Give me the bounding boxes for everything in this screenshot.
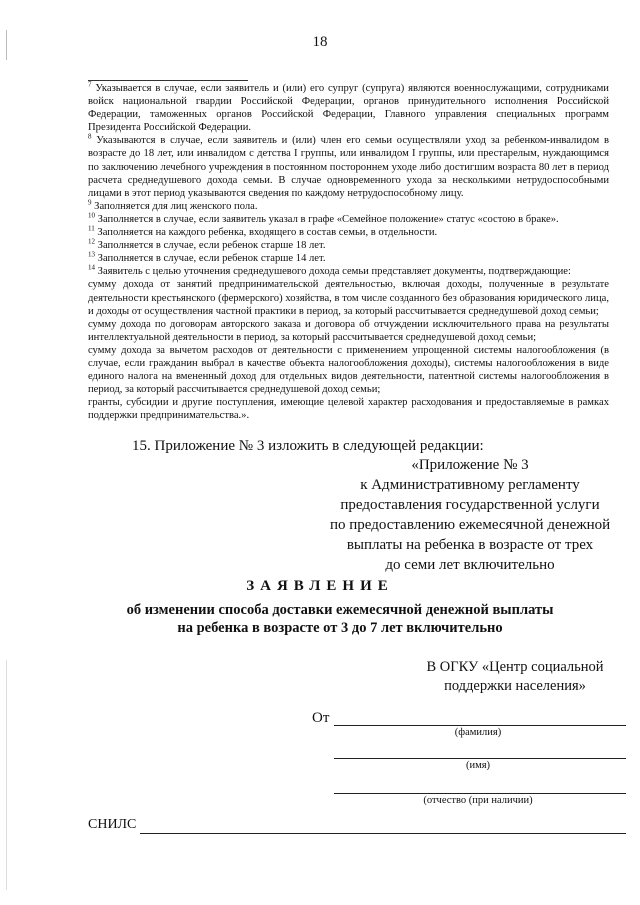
- annex-header: [330, 455, 610, 575]
- patronymic-caption: (отчество (при наличии): [423, 795, 533, 806]
- income-item: сумму дохода от занятий предпринимательской деятельностью, включая доходы, полученные в результате деятельности крестьянского (фермерского) хозяйства, в том числе созданного без образования юридического лица, и доходы от осуществления частной практики в период, за который рассчитывается среднедушевой доход семьи;: [88, 279, 609, 317]
- annex-line: до семи лет включительно: [385, 557, 555, 573]
- footnote-12: $^{12}$ Заполняется в случае, если ребенок старше 18 лет.: [88, 237, 326, 252]
- footnote-14: $^{14}$ Заявитель с целью уточнения среднедушевого дохода семьи представляет документы, подтверждающие:: [88, 263, 571, 278]
- footnotes: [88, 82, 609, 422]
- footnote-8: $^8$ Указываются в случае, если заявитель и (или) член его семьи осуществляли уход за ребенком-инвалидом в возрасте до 18 лет, или инвалидом с детства I группы, или инвалидом I группы, или престарелым, нуждающимся по заключению лечебного учреждения в постоянном постороннем уходе либо достигшим возраста 80 лет в период расчета среднедушевого дохода семьи. В случае одновременного ухода за несколькими нетрудоспособными лицами в этот период указываются сведения по каждому нетрудоспособному лицу.: [88, 132, 609, 199]
- subtitle-line: об изменении способа доставки ежемесячной денежной выплаты: [126, 602, 554, 618]
- income-item: сумму дохода за вычетом расходов от деятельности с применением упрощенной системы налогообложения (в случае, если гражданин выбрал в качестве объекта налогообложения доходы), системы налогообложения в виде единого налога на вмененный доход для отдельных видов деятельности, патентной системы налогообложения в период, за который рассчитывается среднедушевой доход семьи;: [88, 344, 609, 396]
- footnote-7: $^7$ Указывается в случае, если заявитель и (или) его супруг (супруга) являются военнослужащими, сотрудниками войск национальной гвардии Российской Федерации, органов принудительного исполнения Российской Федерации, таможенных органов Российской Федерации, Главного управления специальных программ Президента Российской Федерации.: [88, 80, 609, 134]
- annex-line: к Административному регламенту: [360, 477, 580, 493]
- paragraph-15: 15. Приложение № 3 изложить в следующей редакции:: [132, 438, 484, 454]
- annex-line: «Приложение № 3: [411, 457, 529, 473]
- subtitle-line: на ребенка в возрасте от 3 до 7 лет включительно: [177, 620, 503, 636]
- income-item: гранты, субсидии и другие поступления, имеющие целевой характер расходования и предоставляемые в рамках поддержки предпринимательства.».: [88, 397, 609, 422]
- scan-edge-mark: [6, 660, 7, 890]
- income-item: сумму дохода по договорам авторского заказа и договора об отчуждении исключительного права на результаты интеллектуальной деятельности в период, за который рассчитывается среднедушевой доход семьи;: [88, 318, 609, 343]
- footnote-10: $^{10}$ Заполняется в случае, если заявитель указал в графе «Семейное положение» статус «состою в браке».: [88, 211, 559, 225]
- surname-caption: (фамилия): [454, 727, 502, 738]
- annex-line: предоставления государственной услуги: [340, 497, 600, 513]
- from-label: От: [312, 710, 330, 726]
- snils-label: СНИЛС: [88, 817, 137, 832]
- snils-field-line[interactable]: [140, 833, 626, 834]
- recipient-block: [415, 658, 615, 696]
- recipient-line: В ОГКУ «Центр социальной: [426, 659, 604, 675]
- annex-line: выплаты на ребенка в возрасте от трех: [346, 537, 594, 553]
- recipient-line: поддержки населения»: [444, 678, 586, 694]
- document-subtitle: [0, 601, 640, 637]
- name-caption: (имя): [465, 760, 491, 771]
- surname-field-line[interactable]: [334, 725, 626, 726]
- page-number: 18: [312, 34, 328, 50]
- patronymic-field-line[interactable]: [334, 793, 626, 794]
- footnote-13: $^{13}$ Заполняется в случае, если ребенок старше 14 лет.: [88, 250, 326, 265]
- footnote-separator: [88, 80, 248, 81]
- footnote-9: $^9$ Заполняется для лиц женского пола.: [88, 198, 258, 212]
- name-field-line[interactable]: [334, 758, 626, 759]
- annex-line: по предоставлению ежемесячной денежной: [330, 517, 611, 533]
- footnote-11: $^{11}$ Заполняется на каждого ребенка, входящего в состав семьи, в отдельности.: [88, 224, 438, 239]
- document-title: ЗАЯВЛЕНИЕ: [246, 578, 394, 594]
